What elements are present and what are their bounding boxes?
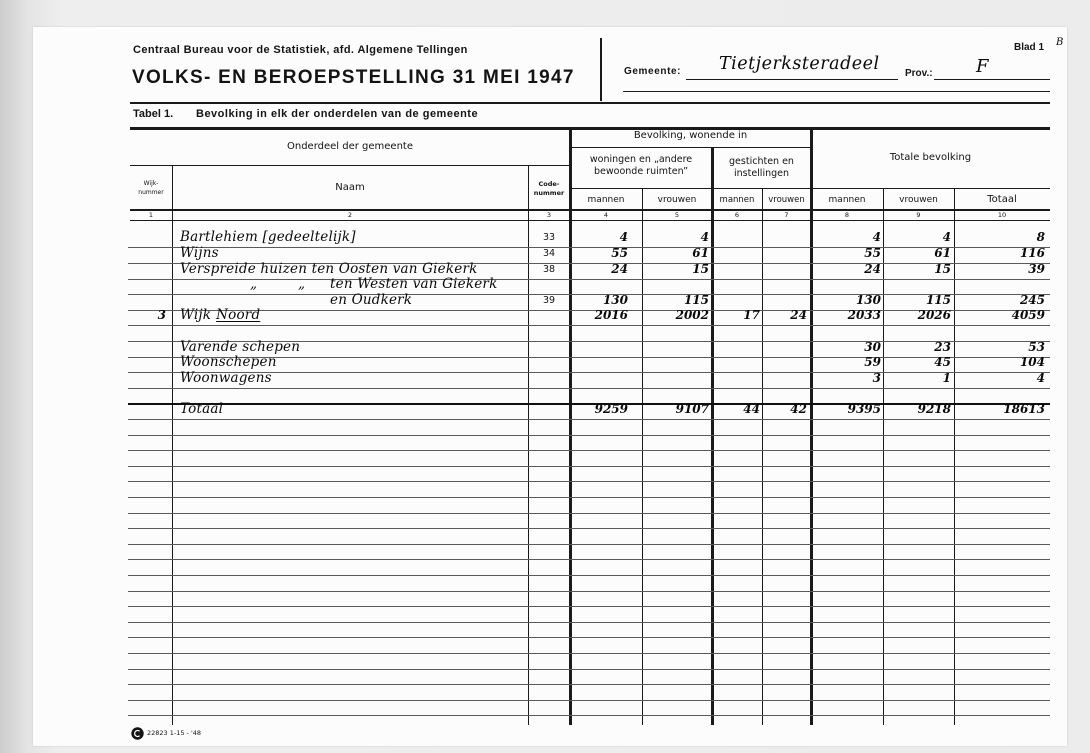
totale-vrouwen-value: 1 [942,370,951,385]
naam-cell [180,340,300,356]
woningen-mannen-value: 2016 [594,308,628,323]
column-number: 6 [734,211,740,219]
wijknummer-header [130,179,172,197]
ditto-mark: „ [298,276,306,293]
totale-vrouwen-header: vrouwen [899,195,938,205]
totale-mannen-value: 2033 [847,308,881,323]
totale-vrouwen-value: 61 [934,245,951,260]
totaal-value: 104 [1019,355,1045,370]
column-divider-gestichten-sub [762,188,763,725]
totale-vrouwen-value: 45 [934,355,951,370]
header-rule-thick [130,102,1050,104]
naam-cell [180,355,277,371]
column-number: 7 [784,211,789,219]
ruled-line [128,715,1050,716]
woningen-vrouwen-value: 2002 [675,308,709,323]
naam-cell [180,262,477,278]
ruled-line [128,528,1050,529]
column-number: 1 [148,211,154,219]
ruled-line [128,591,1050,592]
totale-mannen-value: 59 [864,355,881,370]
totale-vrouwen-value: 23 [934,339,951,354]
woningen-vrouwen-value: 4 [700,230,709,245]
ruled-line [128,279,1050,280]
codenummer-cell: 34 [542,247,556,259]
totaal-value: 8 [1036,230,1045,245]
woningen-vrouwen-header: vrouwen [657,195,697,205]
gestichten-mannen-value: 17 [743,308,760,323]
gemeente-value: Tietjerksteradeel [719,54,880,74]
totale-mannen-value: 30 [864,339,881,354]
woningen-mannen-value: 9259 [594,401,628,416]
ruled-line [128,606,1050,607]
codenummer-cell: 39 [542,294,556,306]
woningen-mannen-value: 4 [619,230,628,245]
totale-mannen-value: 130 [855,292,881,307]
wijknummer-cell: 3 [157,308,166,323]
table-title: Bevolking in elk der onderdelen van de gemeente [196,108,479,120]
naam-cell [180,246,219,262]
total-label [180,402,223,418]
totale-mannen-value: 24 [864,261,881,276]
column-number: 8 [844,211,850,219]
ruled-line [128,388,1050,389]
wijknummer-header-line: nummer [138,189,164,196]
column-number: 5 [674,211,680,219]
totale-bevolking-header: Totale bevolking [889,152,972,163]
gestichten-vrouwen-value: 24 [790,308,807,323]
naam-cell [180,308,260,324]
blad-label: Blad 1 [1014,42,1045,53]
woningen-vrouwen-value: 61 [692,245,709,260]
woningen-vrouwen-value: 15 [692,261,709,276]
woningen-mannen-value: 55 [611,245,628,260]
ruled-line [128,497,1050,498]
naam-text: Wijk [180,307,212,324]
ruled-line [128,450,1050,451]
ruled-line [128,466,1050,467]
totale-vrouwen-value: 115 [925,292,951,307]
header-rule-thin [623,91,1050,92]
gestichten-vrouwen-header: vrouwen [768,195,805,205]
onderdeel-header-rule [130,165,570,166]
woningen-mannen-header: mannen [587,195,625,205]
totale-vrouwen-value: 15 [934,261,951,276]
gestichten-header [712,156,811,179]
totale-mannen-header: mannen [828,195,866,205]
form-title: VOLKS- EN BEROEPSTELLING 31 MEI 1947 [132,67,575,88]
gestichten-header-line: instellingen [733,167,789,179]
ruled-line [128,325,1050,326]
codenummer-cell: 33 [542,232,556,244]
ruled-line [128,544,1050,545]
totale-vrouwen-value: 2026 [917,308,951,323]
naam-header: Naam [335,182,365,193]
naam-cell [180,230,356,246]
naam-text: Totaal [180,400,224,417]
ruled-line [128,513,1050,514]
bevolking-wonende-header: Bevolking, wonende in [633,130,748,141]
naam-text: en Oudkerk [330,291,413,308]
naam-cell [180,371,272,387]
onderdeel-header: Onderdeel der gemeente [286,141,413,152]
gestichten-mannen-header: mannen [719,195,755,205]
totaal-value: 53 [1028,339,1045,354]
prov-label: Prov.: [905,68,933,79]
gemeente-label: Gemeente: [624,66,682,77]
woningen-vrouwen-value: 9107 [675,401,709,416]
header-divider [600,38,602,101]
bureau-name: Centraal Bureau voor de Statistiek, afd. Algemene Tellingen [133,44,468,56]
naam-text: Woonschepen [180,354,277,371]
column-number: 10 [997,211,1007,219]
form-code: 22823 1-15 - '48 [147,729,202,737]
ruled-line [128,653,1050,654]
ruled-line [128,435,1050,436]
totaal-value: 116 [1019,245,1045,260]
woningen-vrouwen-value: 115 [683,292,709,307]
prov-value: F [976,56,989,77]
naam-text: Verspreide huizen ten Oosten van Giekerk [180,260,478,277]
naam-text: Bartlehiem [gedeeltelijk] [180,229,356,246]
column-number-rule [130,220,1050,221]
naam-underlined-text: Noord [216,307,261,324]
totaal-value: 4 [1036,370,1045,385]
totaal-value: 245 [1019,292,1045,307]
codenummer-header-line: Code- [538,180,560,188]
column-number: 9 [916,211,921,219]
totaal-value: 18613 [1003,401,1045,416]
woningen-header-line: bewoonde ruimten” [594,165,688,177]
naam-text: Wijns [180,244,219,261]
totale-mannen-value: 3 [872,370,881,385]
wijknummer-header-line: Wijk- [143,180,159,187]
column-number: 3 [546,211,552,219]
column-divider-wijk [172,165,173,725]
column-number: 2 [347,211,353,219]
gestichten-mannen-value: 44 [743,401,760,416]
woningen-mannen-value: 130 [602,292,628,307]
ruled-line [128,419,1050,420]
naam-text: Woonwagens [180,369,272,386]
ruled-line [128,700,1050,701]
codenummer-cell: 38 [542,263,556,275]
totaal-header: Totaal [987,194,1017,205]
table-label: Tabel 1. [133,108,174,120]
naam-text: ten Westen van Giekerk [330,276,498,293]
naam-text: Varende schepen [180,338,301,355]
totale-mannen-value: 9395 [847,401,881,416]
ruled-line [128,575,1050,576]
ruled-line [128,481,1050,482]
blad-mark: B [1056,37,1064,48]
totale-vrouwen-value: 9218 [917,401,951,416]
column-number: 4 [603,211,609,219]
totaal-value: 39 [1028,261,1045,276]
prov-underline [934,79,1050,80]
ruled-line [128,669,1050,670]
gemeente-underline [686,79,898,80]
naam-cell [330,293,412,309]
bevolking-header-rule [570,147,811,148]
ruled-line [128,622,1050,623]
woningen-header-line: woningen en „andere [589,154,693,165]
totale-mannen-value: 55 [864,245,881,260]
gestichten-vrouwen-value: 42 [790,401,807,416]
ditto-mark: „ [250,276,258,293]
naam-cell [330,277,497,293]
ruled-line [128,559,1050,560]
ruled-line [128,684,1050,685]
ruled-line [128,637,1050,638]
totale-mannen-value: 4 [872,230,881,245]
codenummer-header-line: nummer [533,189,565,197]
totale-vrouwen-value: 4 [942,230,951,245]
codenummer-header [528,180,570,198]
woningen-header [570,154,712,177]
cbs-logo-icon [131,727,144,740]
woningen-mannen-value: 24 [611,261,628,276]
gestichten-header-line: gestichten en [729,156,794,167]
totaal-value: 4059 [1011,308,1045,323]
